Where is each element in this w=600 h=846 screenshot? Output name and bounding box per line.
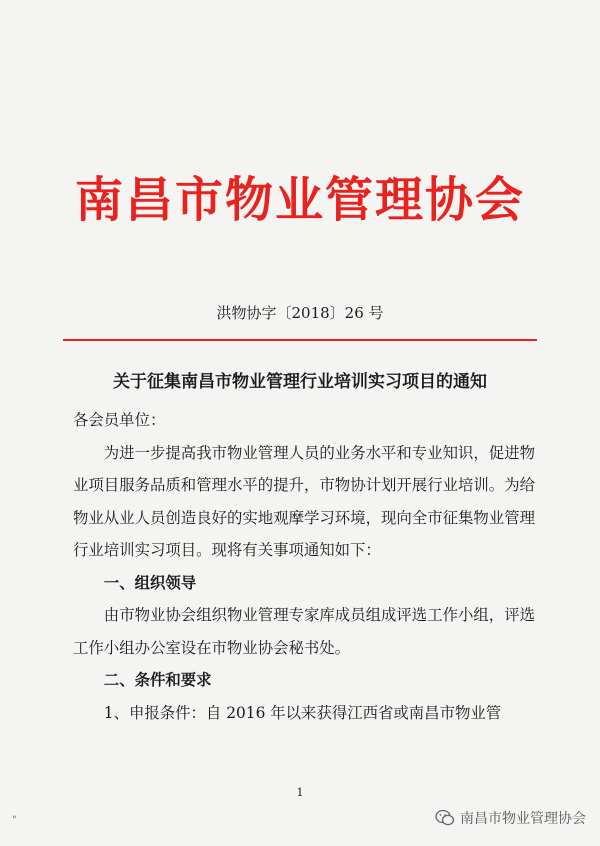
page-number: 1 [296, 786, 304, 799]
org-header: 南昌市物业管理协会 [74, 172, 525, 228]
intro-paragraph: 为进一步提高我市物业管理人员的业务水平和专业知识，促进物业项目服务品质和管理水平的提升，市物协计划开展行业培训。为给物业从业人员创造良好的实地观摩学习环境，现向全市征集物业管理行业培训实习项目。现将有关事项通知如下： [73, 443, 535, 559]
item1-paragraph: 1、申报条件：自 2016 年以来获得江西省或南昌市物业管 [103, 703, 502, 722]
watermark-text: 南昌市物业管理协会 [460, 811, 586, 827]
wechat-watermark [435, 808, 586, 828]
document-body [73, 404, 535, 729]
red-divider [63, 339, 537, 341]
document-title: 关于征集南昌市物业管理行业培训实习项目的通知 [113, 372, 487, 392]
section1-body: 由市物业协会组织物业管理专家库成员组成评选工作小组，评选工作小组办公室设在市物业协会秘书处。 [73, 606, 535, 657]
section2-heading: 二、条件和要求 [103, 671, 212, 689]
wechat-icon [435, 809, 455, 827]
document-number: 洪物协字〔2018〕26 号 [216, 304, 384, 322]
salutation: 各会员单位： [73, 411, 166, 429]
corner-mark: " [12, 815, 17, 826]
section1-heading: 一、组织领导 [103, 573, 197, 592]
